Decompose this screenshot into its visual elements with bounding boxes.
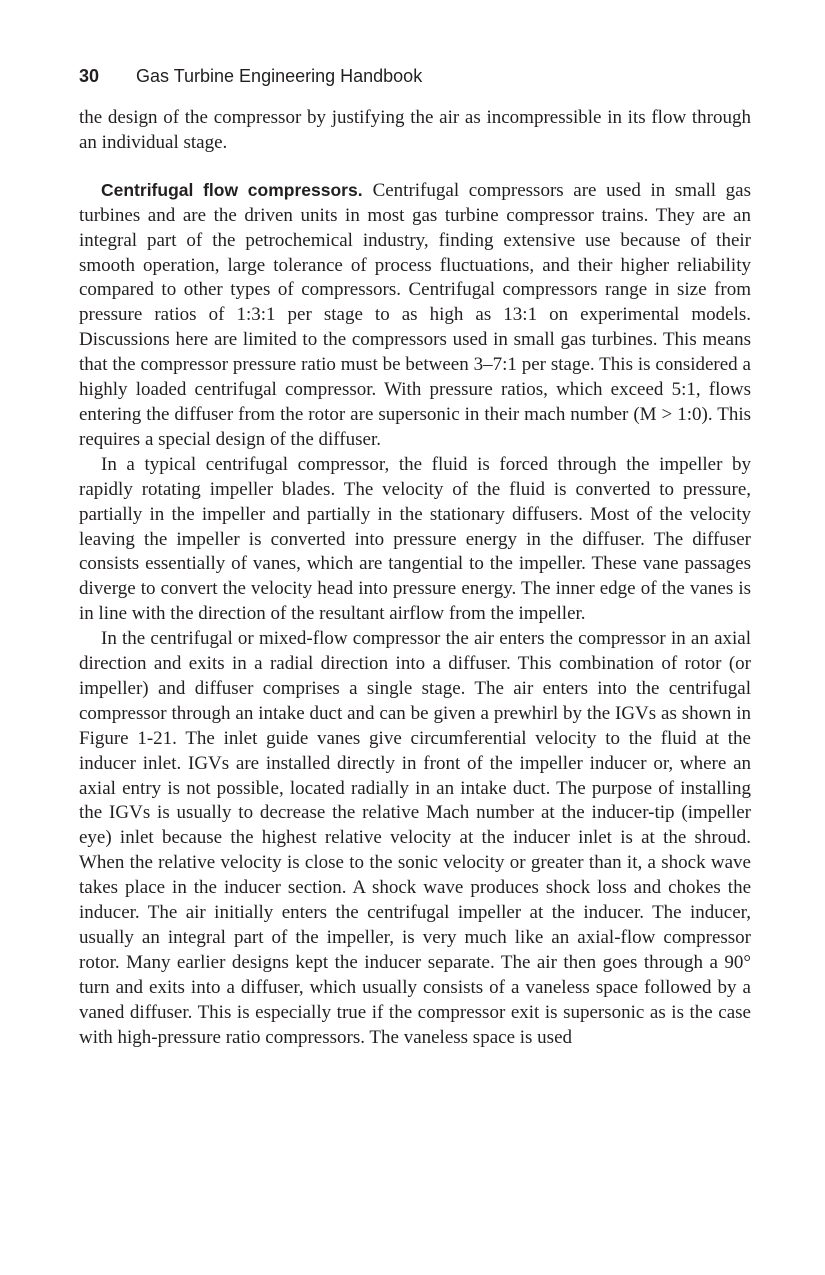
- paragraph-typical-compressor: In a typical centrifugal compressor, the fluid is forced through the impeller by rapidly rotating impeller blades. The velocity of the fluid is converted to pressure, partially in the impeller and partially in the stationary diffusers. Most of the velocity leaving the impeller is converted into pressure energy in the diffuser. The diffuser consists essentially of vanes, which are tangential to the impeller. These vane passages diverge to convert the velocity head into pressure energy. The inner edge of the vanes is in line with the direction of the resultant airflow from the impeller.: [79, 453, 751, 625]
- paragraph-continuation: the design of the compressor by justifying the air as incompressible in its flow through an individual stage.: [79, 107, 751, 153]
- paragraph-centrifugal-intro: [79, 178, 751, 453]
- running-header: [79, 62, 751, 90]
- body-text: [79, 106, 751, 1051]
- book-title: Gas Turbine Engineering Handbook: [136, 66, 423, 86]
- paragraph-mixed-flow: In the centrifugal or mixed-flow compressor the air enters the compressor in an axial direction and exits in a radial direction into a diffuser. This combination of rotor (or impeller) and diffuser comprises a single stage. The air enters into the centrifugal compressor through an intake duct and can be given a prewhirl by the IGVs as shown in Figure 1-21. The inlet guide vanes give circumferential velocity to the fluid at the inducer inlet. IGVs are installed directly in front of the impeller inducer or, where an axial entry is not possible, located radially in an intake duct. The purpose of installing the IGVs is usually to decrease the relative Mach number at the inducer-tip (impeller eye) inlet because the highest relative velocity at the inducer inlet is at the shroud. When the relative velocity is close to the sonic velocity or greater than it, a shock wave takes place in the inducer section. A shock wave produces shock loss and chokes the inducer. The air initially enters the centrifugal impeller at the inducer. The inducer, usually an integral part of the impeller, is very much like an axial-flow compressor rotor. Many earlier designs kept the inducer separate. The air then goes through a 90° turn and exits into a diffuser, which usually consists of a vaneless space followed by a vaned diffuser. This is especially true if the compressor exit is supersonic as is the case with high-pressure ratio compressors. The vaneless space is used: [79, 628, 751, 1048]
- section-heading: Centrifugal flow compressors.: [101, 179, 363, 200]
- paragraph-centrifugal-intro-text: Centrifugal compressors are used in small gas turbines and are the driven units in most gas turbine compressor trains. They are an integral part of the petrochemical industry, finding extensive use because of their smooth operation, large tolerance of process fluctuations, and their higher reliability compared to other types of compressors. Centrifugal compressors range in size from pressure ratios of 1:3:1 per stage to as high as 13:1 on experimental models. Discussions here are limited to the compressors used in small gas turbines. This means that the compressor pressure ratio must be between 3–7:1 per stage. This is considered a highly loaded centrifugal compressor. With pressure ratios, which exceed 5:1, flows entering the diffuser from the rotor are supersonic in their mach number (M > 1:0). This requires a special design of the diffuser.: [79, 179, 751, 450]
- book-page: [79, 62, 751, 1051]
- page-number: 30: [79, 66, 100, 86]
